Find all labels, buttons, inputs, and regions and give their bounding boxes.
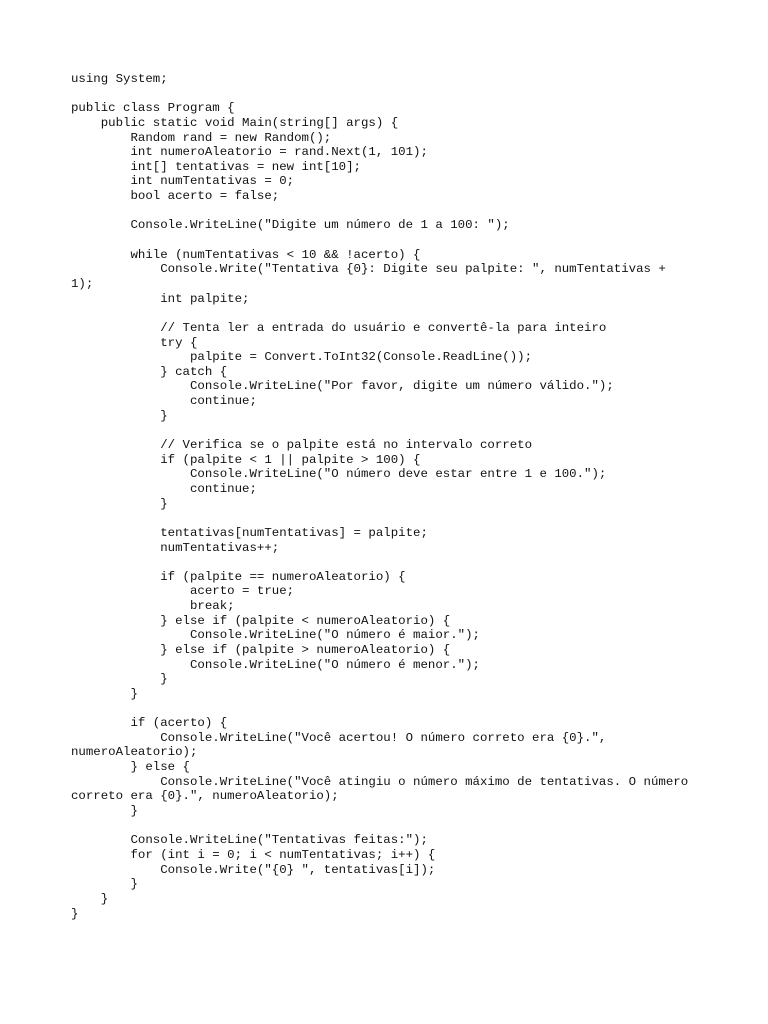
- code-line: int numTentativas = 0;: [71, 174, 295, 189]
- code-line: tentativas[numTentativas] = palpite;: [71, 525, 428, 540]
- code-line: } else if (palpite < numeroAleatorio) {: [71, 613, 451, 628]
- code-line: }: [71, 906, 79, 921]
- code-line: // Verifica se o palpite está no intervalo correto: [71, 438, 533, 453]
- code-line: }: [71, 891, 109, 906]
- code-line: Console.WriteLine("O número é menor.");: [71, 657, 480, 672]
- code-line: }: [71, 408, 168, 423]
- code-line: [71, 233, 751, 248]
- code-line: } else {: [71, 760, 190, 775]
- code-line: // Tenta ler a entrada do usuário e convertê-la para inteiro: [71, 320, 607, 335]
- code-line: }: [71, 686, 138, 701]
- code-line: [71, 511, 751, 526]
- code-line: acerto = true;: [71, 584, 295, 599]
- code-line: int palpite;: [71, 291, 250, 306]
- code-line: correto era {0}.", numeroAleatorio);: [71, 789, 339, 804]
- code-line: while (numTentativas < 10 && !acerto) {: [71, 247, 421, 262]
- code-line: Console.WriteLine("Você acertou! O número correto era {0}.",: [71, 730, 607, 745]
- code-line: numeroAleatorio);: [71, 745, 198, 760]
- code-line: int numeroAleatorio = rand.Next(1, 101);: [71, 145, 428, 160]
- code-line: if (acerto) {: [71, 716, 228, 731]
- code-line: } catch {: [71, 364, 228, 379]
- code-line: Console.WriteLine("Por favor, digite um número válido.");: [71, 379, 614, 394]
- code-line: for (int i = 0; i < numTentativas; i++) {: [71, 847, 436, 862]
- code-line: [71, 204, 751, 219]
- code-block: [71, 72, 751, 921]
- code-line: using System;: [71, 72, 168, 86]
- code-line: continue;: [71, 394, 257, 409]
- code-line: }: [71, 672, 168, 687]
- code-line: numTentativas++;: [71, 540, 280, 555]
- code-line: [71, 555, 751, 570]
- code-line: [71, 819, 751, 834]
- code-line: try {: [71, 335, 198, 350]
- code-line: break;: [71, 599, 235, 614]
- code-line: [71, 423, 751, 438]
- code-line: [71, 702, 751, 717]
- code-line: }: [71, 804, 138, 819]
- code-line: 1);: [71, 276, 94, 291]
- code-line: [71, 87, 751, 102]
- code-line: Random rand = new Random();: [71, 130, 332, 145]
- code-line: Console.WriteLine("Digite um número de 1 a 100: ");: [71, 218, 510, 233]
- code-line: palpite = Convert.ToInt32(Console.ReadLine());: [71, 350, 533, 365]
- code-line: public static void Main(string[] args) {: [71, 115, 399, 130]
- code-line: Console.WriteLine("Tentativas feitas:");: [71, 833, 428, 848]
- code-line: continue;: [71, 481, 257, 496]
- code-line: Console.WriteLine("O número deve estar entre 1 e 100.");: [71, 467, 607, 482]
- code-line: int[] tentativas = new int[10];: [71, 159, 361, 174]
- code-line: if (palpite < 1 || palpite > 100) {: [71, 452, 421, 467]
- code-line: Console.WriteLine("Você atingiu o número máximo de tentativas. O número: [71, 774, 689, 789]
- code-line: }: [71, 877, 138, 892]
- code-line: Console.Write("Tentativa {0}: Digite seu palpite: ", numTentativas +: [71, 262, 666, 277]
- code-line: if (palpite == numeroAleatorio) {: [71, 569, 406, 584]
- code-line: Console.Write("{0} ", tentativas[i]);: [71, 862, 436, 877]
- code-line: [71, 306, 751, 321]
- code-line: } else if (palpite > numeroAleatorio) {: [71, 642, 451, 657]
- code-line: }: [71, 496, 168, 511]
- code-line: bool acerto = false;: [71, 189, 280, 204]
- code-line: public class Program {: [71, 101, 235, 116]
- code-line: Console.WriteLine("O número é maior.");: [71, 628, 480, 643]
